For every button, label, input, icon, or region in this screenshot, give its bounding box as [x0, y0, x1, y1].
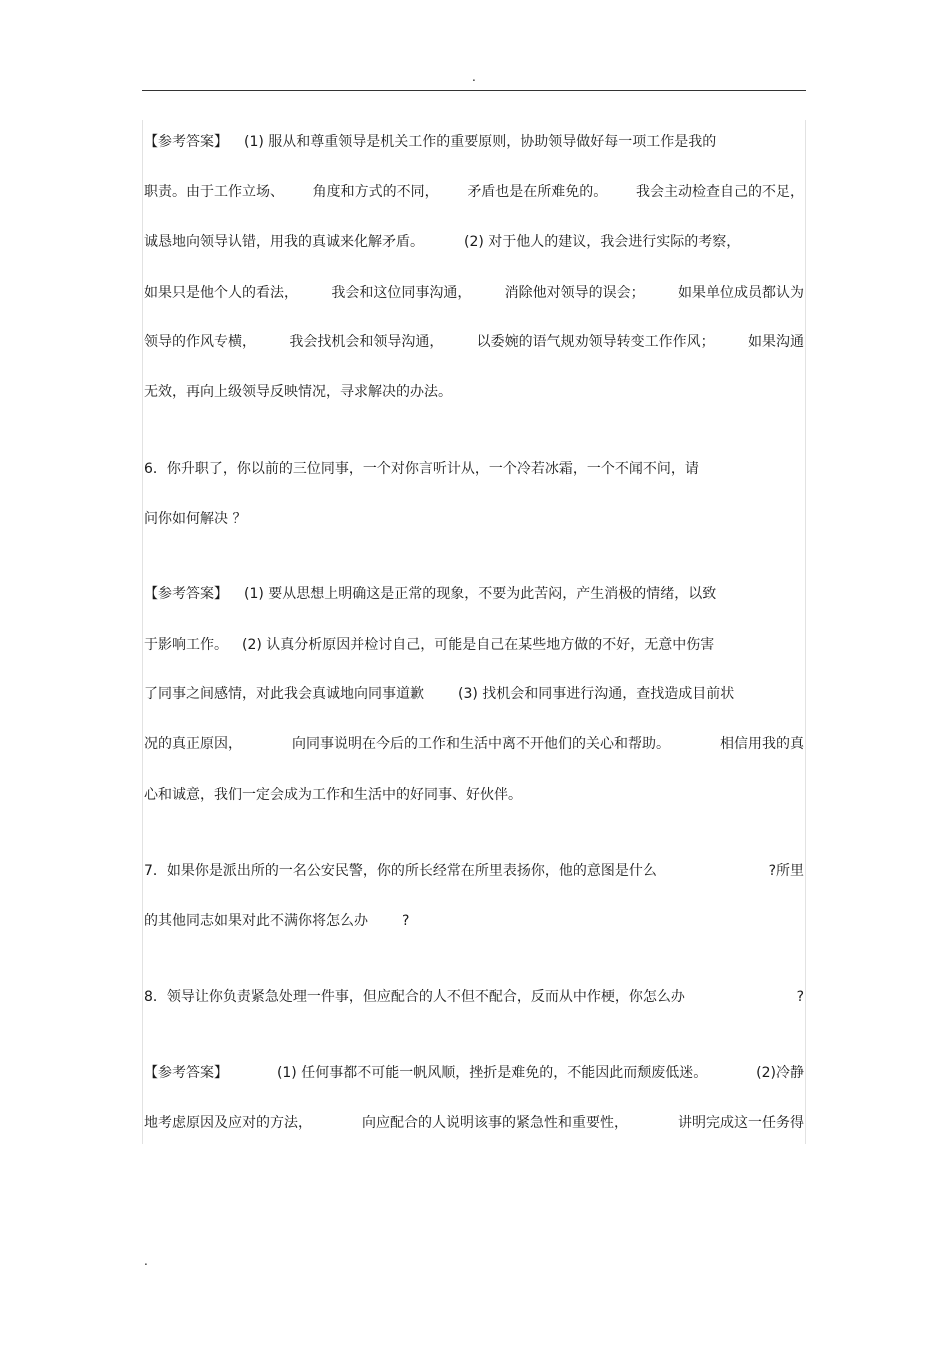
header-mark: .	[472, 70, 476, 84]
question-8	[144, 987, 804, 1007]
text-line	[144, 911, 804, 931]
text-segment: (2)冷静	[756, 1065, 804, 1081]
text-segment: 向应配合的人说明该事的紧急性和重要性，	[362, 1115, 628, 1131]
text-segment: 讲明完成这一任务得	[678, 1115, 804, 1131]
question-6	[144, 459, 804, 479]
text-line	[144, 382, 804, 402]
text-segment: (1) 服从和尊重领导是机关工作的重要原则，协助领导做好每一项工作是我的	[244, 134, 717, 150]
text-segment: 如果沟通	[747, 334, 804, 350]
text-segment: 消除他对领导的误会；	[504, 285, 645, 301]
question-7	[144, 861, 804, 881]
text-segment: (1) 要从思想上明确这是正常的现象，不要为此苦闷，产生消极的情绪，以致	[244, 586, 717, 602]
text-segment: 我会和这位同事沟通，	[331, 285, 472, 301]
footer-mark: .	[144, 1254, 148, 1268]
text-segment: 职责。由于工作立场、	[144, 184, 284, 200]
text-segment: 领导的作风专横，	[144, 334, 256, 350]
text-line	[144, 584, 804, 604]
text-segment: 如果只是他个人的看法，	[144, 285, 298, 301]
text-segment: 相信用我的真	[720, 736, 804, 752]
text-segment: 我会找机会和领导沟通，	[289, 334, 444, 350]
text-line	[144, 1113, 804, 1133]
question-text: 7．如果你是派出所的一名公安民警，你的所长经常在所里表扬你，他的意图是什么	[144, 863, 657, 879]
text-segment: (3) 找机会和同事进行沟通，查找造成目前状	[458, 686, 735, 702]
text-segment: 诚恳地向领导认错，用我的真诚来化解矛盾。	[144, 234, 424, 250]
answer-label: 【参考答案】	[144, 1065, 228, 1081]
header-rule	[142, 90, 806, 91]
text-segment: 况的真正原因，	[144, 736, 242, 752]
text-segment: 矛盾也是在所难免的。	[467, 184, 608, 200]
text-line	[144, 635, 804, 655]
text-segment: 我会主动检查自己的不足，	[635, 184, 804, 200]
question-text: 的其他同志如果对此不满你将怎么办	[144, 913, 368, 929]
page-frame-left	[142, 120, 143, 1144]
answer-label: 【参考答案】	[144, 586, 228, 602]
text-line	[144, 734, 804, 754]
text-line	[144, 283, 804, 303]
page-frame-right	[805, 120, 806, 1144]
text-segment: (2) 对于他人的建议，我会进行实际的考察，	[464, 234, 741, 250]
text-segment: 角度和方式的不同，	[312, 184, 439, 200]
text-line	[144, 509, 804, 529]
text-segment: 地考虑原因及应对的方法，	[144, 1115, 312, 1131]
text-line	[144, 1063, 804, 1083]
text-line	[144, 232, 804, 252]
text-segment: 心和诚意，我们一定会成为工作和生活中的好同事、好伙伴。	[144, 787, 522, 803]
question-text: 问你如何解决 ？	[144, 511, 247, 527]
question-text: 6．你升职了，你以前的三位同事，一个对你言听计从，一个冷若冰霜，一个不闻不问，请	[144, 461, 699, 477]
text-segment: 无效，再向上级领导反映情况，寻求解决的办法。	[144, 384, 452, 400]
text-line	[144, 785, 804, 805]
text-line	[144, 182, 804, 202]
text-segment: (2) 认真分析原因并检讨自己，可能是自己在某些地方做的不好，无意中伤害	[242, 637, 715, 653]
question-text: ?所里	[768, 863, 804, 879]
question-text: ?	[402, 913, 410, 929]
question-text: 8．领导让你负责紧急处理一件事，但应配合的人不但不配合，反而从中作梗，你怎么办	[144, 989, 685, 1005]
text-segment: 以委婉的语气规劝领导转变工作作风；	[476, 334, 715, 350]
text-segment: (1) 任何事都不可能一帆风顺，挫折是难免的，不能因此而颓废低迷。	[276, 1065, 708, 1081]
text-line	[144, 684, 804, 704]
text-segment: 向同事说明在今后的工作和生活中离不开他们的关心和帮助。	[292, 736, 670, 752]
text-segment: 于影响工作。	[144, 637, 228, 653]
question-text: ?	[796, 989, 804, 1005]
text-segment: 如果单位成员都认为	[677, 285, 804, 301]
text-segment: 了同事之间感情，对此我会真诚地向同事道歉	[144, 686, 424, 702]
answer-label: 【参考答案】	[144, 134, 228, 150]
text-line	[144, 132, 804, 152]
text-line	[144, 332, 804, 352]
